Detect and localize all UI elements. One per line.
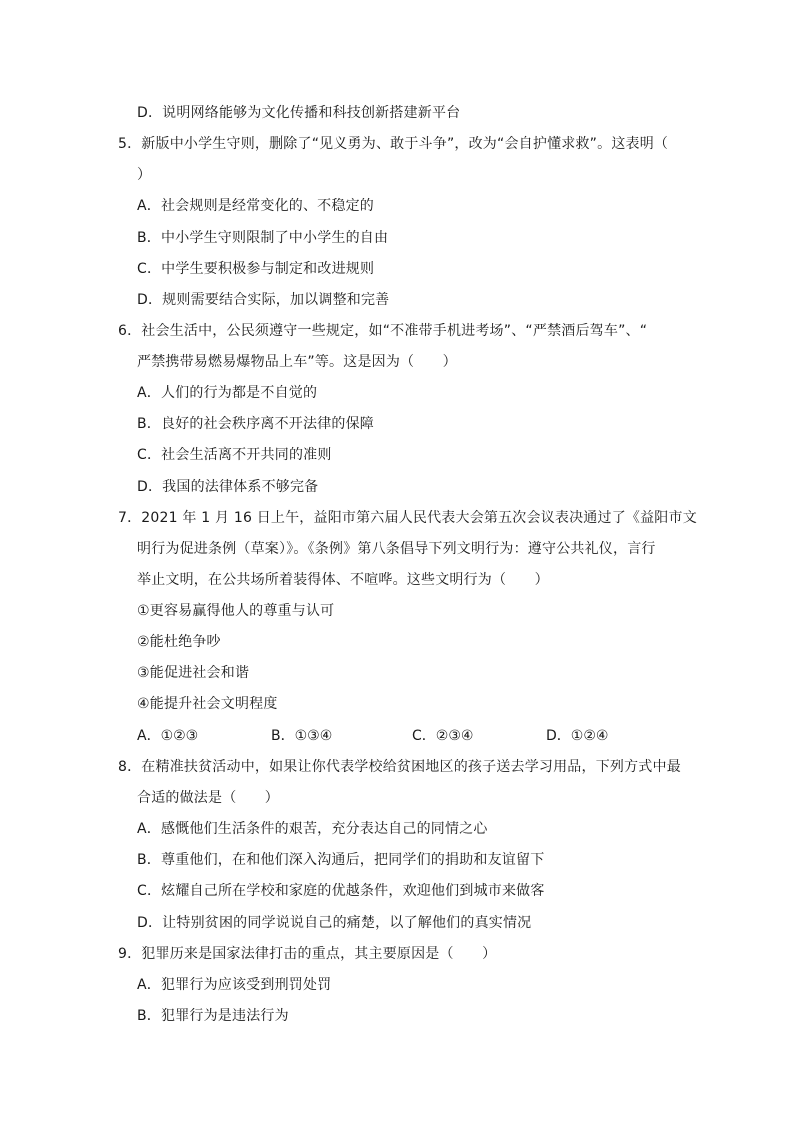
q7-choices — [137, 726, 657, 746]
q9-option-a: A．犯罪行为应该受到刑罚处罚 — [137, 977, 332, 993]
q9-stem-line1: 9．犯罪历来是国家法律打击的重点，其主要原因是（ ） — [118, 946, 497, 962]
q7-choice-d: D．①②④ — [546, 728, 609, 744]
q7-item-4: ④能提升社会文明程度 — [137, 696, 278, 712]
q5-stem-line2: ） — [137, 167, 152, 183]
q8-option-d: D．让特别贫困的同学说说自己的痛楚，以了解他们的真实情况 — [137, 915, 532, 931]
q6-option-c: C．社会生活离不开共同的准则 — [137, 447, 332, 463]
q5-option-d: D．规则需要结合实际，加以调整和完善 — [137, 292, 390, 308]
q6-option-b: B．良好的社会秩序离不开法律的保障 — [137, 416, 375, 432]
q9-option-b: B．犯罪行为是违法行为 — [137, 1008, 289, 1024]
q5-stem-line1: 5．新版中小学生守则，删除了“见义勇为、敢于斗争”，改为“会自护懂求救”。这表明（ — [118, 136, 669, 152]
q8-stem-line1: 8．在精准扶贫活动中，如果让你代表学校给贫困地区的孩子送去学习用品，下列方式中最 — [118, 759, 681, 775]
q5-option-c: C．中学生要积极参与制定和改进规则 — [137, 261, 375, 277]
q7-item-2: ②能杜绝争吵 — [137, 634, 221, 650]
q5-option-a: A．社会规则是经常变化的、不稳定的 — [137, 198, 374, 214]
q8-stem-line2: 合适的做法是（ ） — [137, 790, 279, 806]
q7-choice-c: C．②③④ — [412, 728, 474, 744]
q7-stem-line2: 明行为促进条例（草案）》。《条例》第八条倡导下列文明行为：遵守公共礼仪，言行 — [137, 541, 656, 557]
q7-stem-line1: 7．2021 年 1 月 16 日上午，益阳市第六届人民代表大会第五次会议表决通过了《益阳市文 — [118, 510, 697, 526]
q6-stem-line1: 6．社会生活中，公民须遵守一些规定，如“不准带手机进考场”、“严禁酒后驾车”、“ — [118, 323, 648, 339]
q7-item-1: ①更容易赢得他人的尊重与认可 — [137, 603, 335, 619]
q7-choice-a: A．①②③ — [137, 728, 199, 744]
q8-option-c: C．炫耀自己所在学校和家庭的优越条件，欢迎他们到城市来做客 — [137, 883, 545, 899]
q7-item-3: ③能促进社会和谐 — [137, 665, 250, 681]
q6-stem-line2: 严禁携带易燃易爆物品上车”等。这是因为（ ） — [137, 354, 457, 370]
q6-option-a: A．人们的行为都是不自觉的 — [137, 385, 318, 401]
q8-option-b: B．尊重他们，在和他们深入沟通后，把同学们的捐助和友谊留下 — [137, 852, 545, 868]
q7-stem-line3: 举止文明，在公共场所着装得体、不喧哗。这些文明行为（ ） — [137, 572, 549, 588]
prev-option-d: D．说明网络能够为文化传播和科技创新搭建新平台 — [137, 105, 461, 121]
q5-option-b: B．中小学生守则限制了中小学生的自由 — [137, 230, 389, 246]
q7-choice-b: B．①③④ — [271, 728, 333, 744]
q6-option-d: D．我国的法律体系不够完备 — [137, 479, 319, 495]
q8-option-a: A．感慨他们生活条件的艰苦，充分表达自己的同情之心 — [137, 821, 488, 837]
